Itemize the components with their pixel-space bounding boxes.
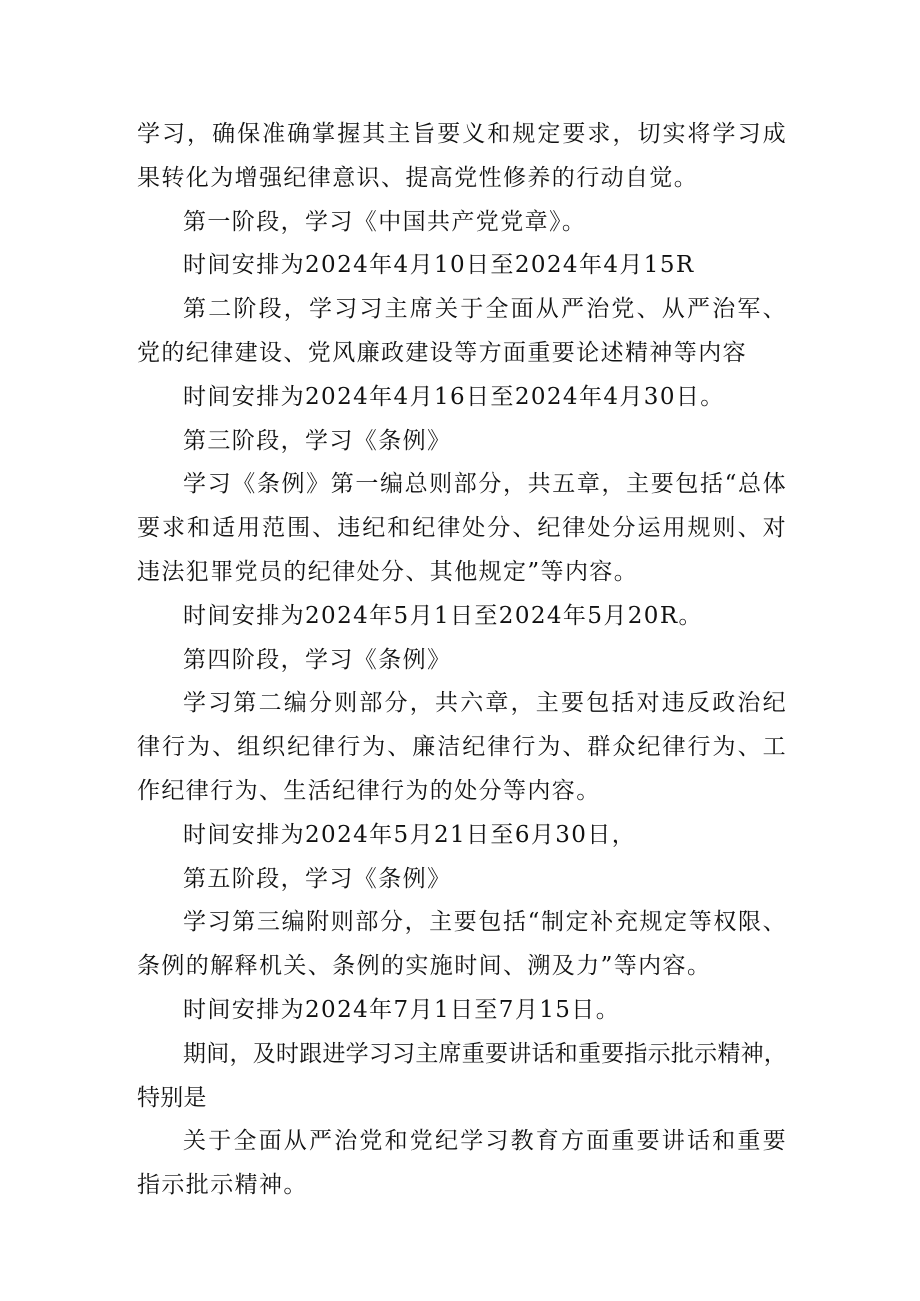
paragraph-stage-four-time: 时间安排为2024年5月21日至6月30日， bbox=[183, 821, 637, 848]
paragraph-stage-five-time: 时间安排为2024年7月1日至7月15日。 bbox=[183, 996, 621, 1023]
paragraph-stage-two-title: 第二阶段，学习习主席关于全面从严治党、从严治军、党的纪律建设、党风廉政建设等方面重要论述精神等内容 bbox=[137, 296, 787, 366]
paragraph-stage-three-title: 第三阶段，学习《条例》 bbox=[183, 427, 452, 454]
paragraph-stage-two-time: 时间安排为2024年4月16日至2024年4月30日。 bbox=[183, 383, 725, 410]
paragraph-stage-four-content: 学习第二编分则部分，共六章，主要包括对违反政治纪律行为、组织纪律行为、廉洁纪律行为、群众纪律行为、工作纪律行为、生活纪律行为的处分等内容。 bbox=[137, 690, 787, 804]
paragraph-stage-five-content: 学习第三编附则部分，主要包括“制定补充规定等权限、条例的解释机关、条例的实施时间、溯及力”等内容。 bbox=[137, 909, 787, 980]
paragraph-stage-three-time: 时间安排为2024年5月1日至2024年5月20R。 bbox=[183, 602, 703, 629]
document-body bbox=[137, 113, 787, 1208]
paragraph-stage-five-title: 第五阶段，学习《条例》 bbox=[183, 865, 452, 892]
paragraph-intro: 学习，确保准确掌握其主旨要义和规定要求，切实将学习成果转化为增强纪律意识、提高党性修养的行动自觉。 bbox=[137, 121, 787, 191]
paragraph-follow-up: 期间，及时跟进学习习主席重要讲话和重要指示批示精神，特别是 bbox=[137, 1040, 787, 1111]
paragraph-closing: 关于全面从严治党和党纪学习教育方面重要讲话和重要指示批示精神。 bbox=[137, 1128, 787, 1199]
paragraph-stage-one-title: 第一阶段，学习《中国共产党党章》。 bbox=[183, 208, 587, 235]
paragraph-stage-four-title: 第四阶段，学习《条例》 bbox=[183, 646, 452, 673]
paragraph-stage-one-time: 时间安排为2024年4月10日至2024年4月15R bbox=[183, 252, 695, 279]
paragraph-stage-three-content: 学习《条例》第一编总则部分，共五章，主要包括“总体要求和适用范围、违纪和纪律处分、纪律处分运用规则、对违法犯罪党员的纪律处分、其他规定”等内容。 bbox=[137, 471, 787, 585]
